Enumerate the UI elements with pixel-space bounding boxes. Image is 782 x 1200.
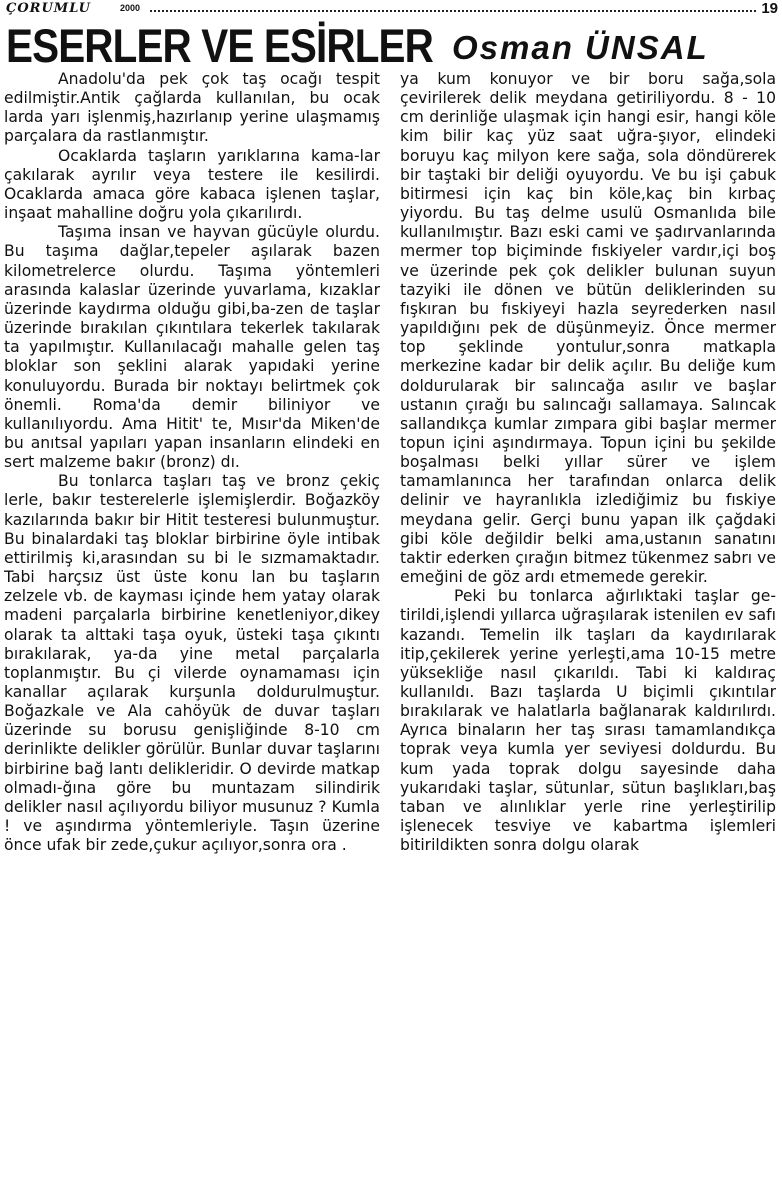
paragraph: Ocaklarda taşların yarıklarına kama-lar çakılarak ayrılır veya testere ile kesilirdi. Ocaklarda amaca göre kabaca işlenen taşlar, inşaat mahalline doğru yola çıkarılırdı. [4,146,380,223]
page-header [4,0,778,18]
header-dotted-rule [150,10,756,12]
magazine-name: ÇORUMLU [6,1,91,16]
paragraph: Taşıma insan ve hayvan gücüyle olurdu. Bu taşıma dağlar,tepeler aşılarak bazen kilometrelerce olurdu. Taşıma yöntemleri arasında kalaslar üzerinde yuvarlama, kızaklar üzerinde kaydırma olduğu gibi,ba-zen de taşlar üzerinde bırakılan çıkıntılara tekerlek takılarak ta yapılmıştır. Kullanılacağı mahalle gelen taş bloklar son şeklini alarak yapıdaki yerine konuluyordu. Burada bir noktayı belirtmek çok önemli. Roma'da demir biliniyor ve kullanılıyordu. Ama Hitit' te, Mısır'da Miken'de bu anıtsal yapıları yapan insanların elindeki en sert malzeme bakır (bronz) dı. [4,223,380,472]
left-column [4,70,380,1198]
page-number: 19 [761,0,778,17]
article-author: Osman ÜNSAL [452,29,709,66]
right-column [400,70,776,1198]
article-title: ESERLER VE ESİRLER [6,19,433,72]
paragraph: ya kum konuyor ve bir boru sağa,sola çevirilerek delik meydana getiriliyordu. 8 - 10 cm derinliğe ulaşmak için hangi esir, hangi köle kim bilir kaç yüz saat uğra-şıyor, elindeki boruyu kaç milyon kere sağa, sola döndürerek bir taştaki bir deliği oyuyordu. Ve bu işi çabuk bitirmesi için kaç bin köle,kaç bin kırbaç yiyordu. Bu taş delme usulü Osmanlıda bile kullanılmıştır. Bazı eski cami ve şadırvanlarında mermer top biçiminde fıskiyeler vardır,içi boş ve üzerinde pek çok delikler bulunan suyun tazyiki ile dönen ve bütün deliklerinden su fışkıran bu fıskiyeyi hazla seyrederken nasıl yapıldığını pek de düşünmeyiz. Önce mermer top şeklinde yontulur,sonra matkapla merkezine kadar bir delik açılır. Bu deliğe kum doldurularak bir salıncağa asılır ve başlar ustanın çırağı bu salıncağı sallamaya. Salıncak sallandıkça kumlar zımpara gibi başlar mermer topun içini aşındırmaya. Topun içini bu şekilde boşalması belki yıllar sürer ve işlem tamamlanınca her tarafından onlarca delik delinir ve hayranlıkla izlediğimiz bu fıskiye meydana gelir. Gerçi bunu yapan ilk çağdaki gibi köle değildir belki ama,ustanın sanatını taktir ederken çırağın bitmez tükenmez sabrı ve emeğini de göz ardı etmemede gerekir. [400,70,776,587]
paragraph: Peki bu tonlarca ağırlıktaki taşlar ge-tirildi,işlendi yıllarca uğraşılarak istenilen ev safı kazandı. Temelin ilk taşları da kaydırılarak itip,çekilerek yerine yerleşti,ama 10-15 metre yüksekliğe nasıl çıkarıldı. Tabi ki kaldıraç kullanıldı. Bazı taşlarda U biçimli çıkıntılar bırakılarak ve halatlarla bağlanarak kaldırılırdı. Ayrıca binaların her taş sırası tamamlandıkça toprak veya kumla yer seviyesi doldurdu. Bu kum yada toprak dolgu sayesinde daha yukarıdaki taşlar, sütunlar, sütun başlıkları,baş taban ve alınlıklar yerle rine yerleştirilip işlenecek tesviye ve kabartma işlemleri bitirildikten sonra dolgu olarak [400,587,776,855]
paragraph: Anadolu'da pek çok taş ocağı tespit edilmiştir.Antik çağlarda kullanılan, bu ocak larda yarı işlenmiş,hazırlanıp yerine ulaşmamış parçalara da rastlanmıştır. [4,70,380,146]
paragraph: Bu tonlarca taşları taş ve bronz çekiç lerle, bakır testerelerle işlemişlerdir. Boğazköy kazılarında bakır bir Hitit testeresi bulunmuştur. Bu binalardaki taş bloklar birbirine öyle intibak ettirilmiş ki,arasından su bi le sızmamaktadır. Tabi harçsız üst üste konu lan bu taşların zelzele vb. de kayması içinde hem yatay olarak madeni parçalarla birbirine kenetleniyor,dikey olarak ta alttaki taşa oyuk, üsteki taşa çıkıntı bırakılarak, ya-da yine metal parçalarla toplanmıştır. Bu çi vilerde oynamaması için kanallar açılarak kurşunla doldurulmuştur. Boğazkale ve Ala cahöyük de duvar taşları üzerinde su borusu genişliğinde 8-10 cm derinlikte delikler görülür. Bunlar duvar taşlarını birbirine bağ lantı delikleridir. O devirde matkap olmadı-ğına göre bu muntazam silindirik delikler nasıl açılıyordu biliyor musunuz ? Kumla ! ve aşındırma yöntemleriyle. Taşın üzerine önce ufak bir zede,çukur açılıyor,sonra ora . [4,472,380,855]
issue-year: 2000 [120,3,141,13]
